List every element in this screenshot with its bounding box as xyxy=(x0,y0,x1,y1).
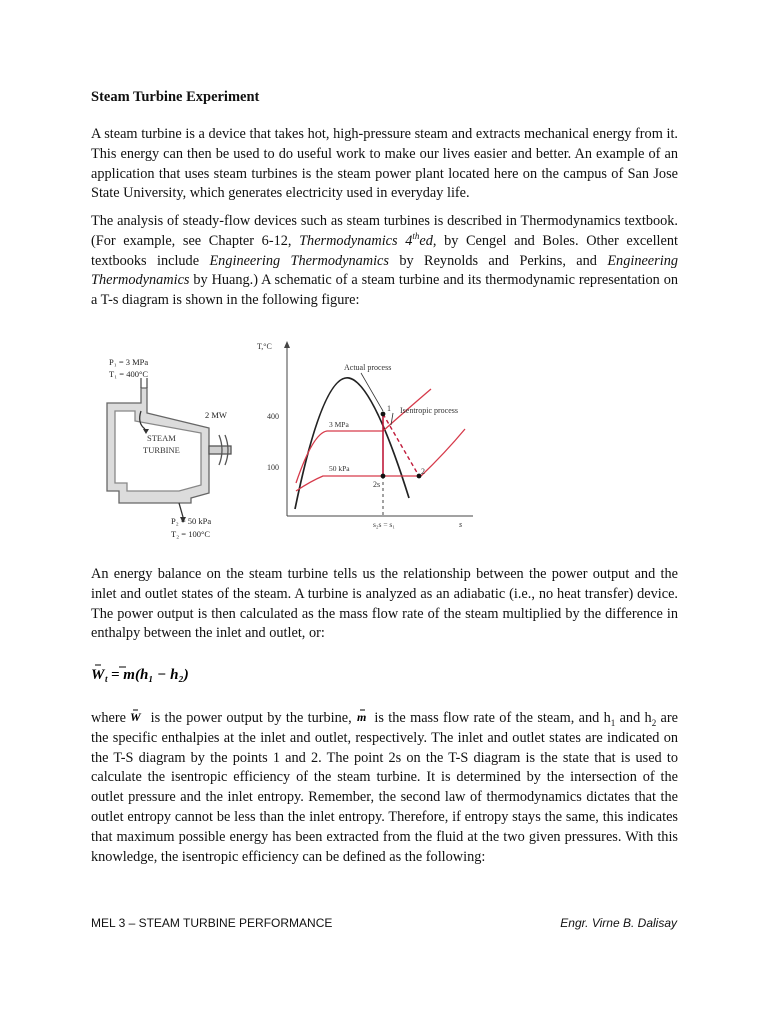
point-1-label: 1 xyxy=(387,404,391,413)
state-point-2s xyxy=(381,474,386,479)
outlet-pressure-label: P₂ = 50 kPa xyxy=(171,516,212,526)
analysis-paragraph xyxy=(91,212,678,311)
text-span: is the power output by the turbine, xyxy=(146,710,357,726)
book-edition-tail: ed xyxy=(419,232,433,249)
page-title: Steam Turbine Experiment xyxy=(91,89,260,105)
power-equation-svg xyxy=(91,661,211,685)
text-span: is the mass flow rate of the steam, and h xyxy=(370,710,611,726)
text-span: , by Cengel and Boles. Other excellent textbooks include xyxy=(91,232,678,269)
svg-text:W: W xyxy=(130,710,141,724)
book-edition-sup: th xyxy=(412,231,420,242)
inlet-temp-label: T₁ = 400°C xyxy=(109,369,149,379)
outlet-temp-label: T₂ = 100°C xyxy=(171,529,211,539)
point-2-label: 2 xyxy=(421,467,425,476)
text-span: and h xyxy=(615,710,652,726)
equation-lhs-sub: t xyxy=(105,674,108,684)
book-title: Engineering Thermodynamics xyxy=(209,252,389,269)
turbine-label-line1: STEAM xyxy=(147,433,176,443)
book-title: Engineering Thermodynamics xyxy=(91,252,678,289)
tick-100: 100 xyxy=(267,463,279,472)
turbine-label-line2: TURBINE xyxy=(143,445,180,455)
equation-rhs: = m(h₁ − h₂) xyxy=(111,667,189,683)
isobar-high-label: 3 MPa xyxy=(329,420,349,429)
text-span: where xyxy=(91,710,131,726)
book-title-main: Thermodynamics 4 xyxy=(299,232,413,249)
book-title xyxy=(299,233,433,249)
text-span: The analysis of steady-flow devices such as steam turbines is described in Thermodynamics textbook. (For example, see Chapter 6-12, xyxy=(91,213,678,249)
actual-process-label: Actual process xyxy=(344,363,392,372)
turbine-figure xyxy=(91,333,512,553)
mass-flow-symbol xyxy=(356,708,370,724)
isentropic-process-label: Isentropic process xyxy=(400,406,458,415)
inlet-pressure-label: P₁ = 3 MPa xyxy=(109,357,149,367)
footer-course: MEL 3 – STEAM TURBINE PERFORMANCE xyxy=(91,916,333,930)
state-point-1 xyxy=(381,412,386,417)
text-span: are the specific enthalpies at the inlet and outlet, respectively. The inlet and outlet states are indicated on the T-S diagram by the points 1 and 2. The point 2s on the T-S diagram is the state that is used to calculate the isentropic efficiency of the steam turbine. It is determined by the intersection of the outlet pressure and the inlet entropy. Remember, the second law of thermodynamics dictates that the outlet entropy cannot be less than the inlet entropy. Therefore, if entropy stays the same, this indicates that maximum possible energy has been extracted from the fluid at the two given pressures. With this knowledge, the isentropic efficiency can be defined as the following: xyxy=(91,710,678,865)
text-span: by Huang.) A schematic of a steam turbine and its thermodynamic representation on a T-s diagram is shown in the following figure: xyxy=(91,272,678,309)
subscript: 2 xyxy=(651,717,657,728)
power-equation xyxy=(91,661,211,685)
intro-paragraph: A steam turbine is a device that takes hot, high-pressure steam and extracts mechanical energy from it. This energy can then be used to do useful work to make our lives easier and better. An example of an application that uses steam turbines is the steam power plant located here on the campus of San Jose State University, which generates electricity used in everyday life. xyxy=(91,126,678,202)
text-span: by Reynolds and Perkins, and xyxy=(388,252,608,269)
temperature-axis-label: T,°C xyxy=(257,342,272,351)
entropy-equality-label: s₂s = s₁ xyxy=(373,520,395,529)
isobar-low-label: 50 kPa xyxy=(329,464,350,473)
point-2s-label: 2s xyxy=(373,480,381,489)
entropy-axis-label: s xyxy=(459,520,463,529)
explanation-paragraph xyxy=(91,708,678,867)
subscript: 1 xyxy=(610,717,616,728)
power-label: 2 MW xyxy=(205,410,227,420)
equation-lhs: W xyxy=(91,667,105,683)
tick-400: 400 xyxy=(267,412,279,421)
power-symbol xyxy=(130,708,146,724)
footer-author: Engr. Virne B. Dalisay xyxy=(560,916,677,930)
energy-balance-paragraph: An energy balance on the steam turbine tells us the relationship between the power output and the inlet and outlet states of the steam. A turbine is analyzed as an adiabatic (i.e., no heat transfer) device. The power output is then calculated as the mass flow rate of the steam multiplied by the difference in enthalpy between the inlet and outlet, or: xyxy=(91,566,678,642)
svg-text:m: m xyxy=(357,710,367,724)
